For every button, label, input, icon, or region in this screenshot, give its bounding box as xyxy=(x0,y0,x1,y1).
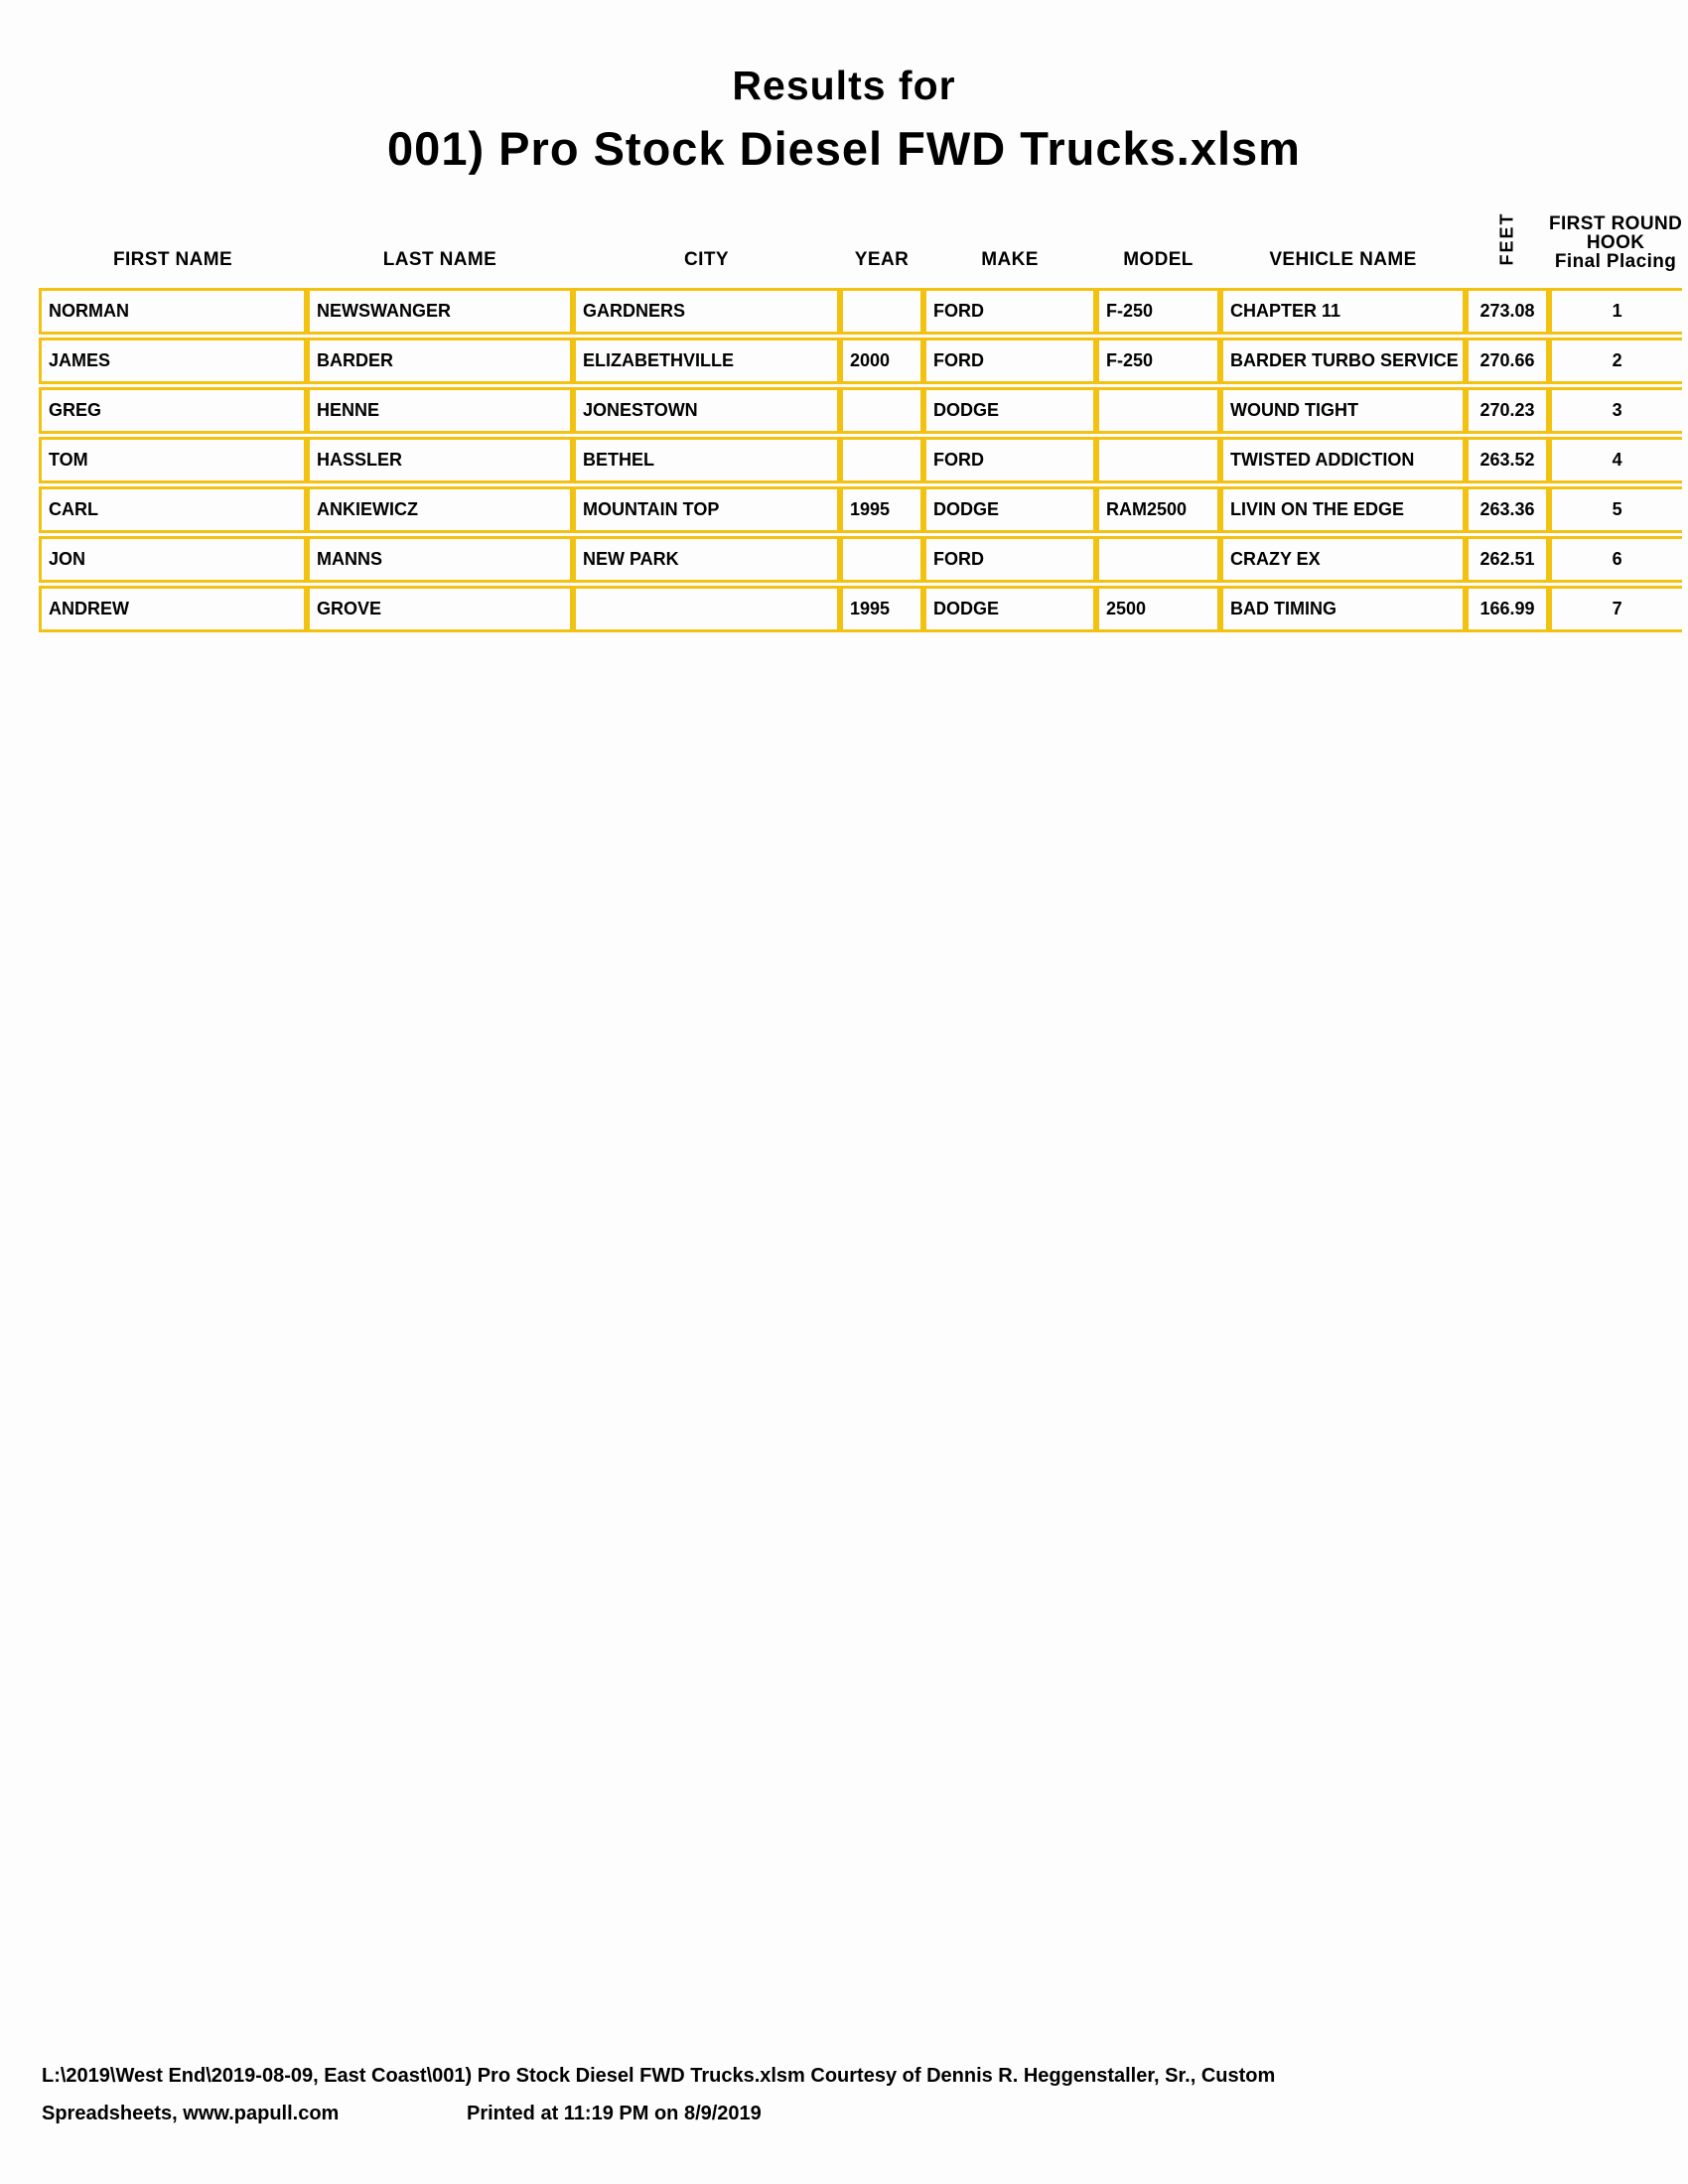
cell-vehicle-name: LIVIN ON THE EDGE xyxy=(1220,486,1466,533)
cell-city: MOUNTAIN TOP xyxy=(573,486,840,533)
cell-feet: 263.36 xyxy=(1466,486,1549,533)
cell-final-placing: 5 xyxy=(1549,486,1682,533)
column-header-first-name xyxy=(39,200,307,285)
cell-first-name: ANDREW xyxy=(39,586,307,632)
results-table xyxy=(39,197,1682,635)
table-row xyxy=(39,586,1682,632)
cell-make: FORD xyxy=(923,536,1096,583)
cell-year xyxy=(840,288,923,335)
column-header-year xyxy=(840,200,923,285)
column-header-label: MAKE xyxy=(981,249,1039,270)
cell-make: DODGE xyxy=(923,387,1096,434)
column-header-feet xyxy=(1466,200,1549,285)
report-filename-title: 001) Pro Stock Diesel FWD Trucks.xlsm xyxy=(387,122,1301,175)
cell-city: NEW PARK xyxy=(573,536,840,583)
cell-year xyxy=(840,387,923,434)
table-row xyxy=(39,486,1682,533)
results-table-header xyxy=(39,200,1682,285)
hook-header-line2: HOOK xyxy=(1586,232,1645,253)
cell-model xyxy=(1096,387,1220,434)
footer-path-line: L:\2019\West End\2019-08-09, East Coast\001) Pro Stock Diesel FWD Trucks.xlsm Courtesy of Dennis R. Heggenstaller, Sr., Custom xyxy=(42,2065,1276,2087)
cell-feet: 273.08 xyxy=(1466,288,1549,335)
cell-feet: 270.23 xyxy=(1466,387,1549,434)
cell-city: JONESTOWN xyxy=(573,387,840,434)
cell-model: RAM2500 xyxy=(1096,486,1220,533)
cell-first-name: GREG xyxy=(39,387,307,434)
cell-feet: 262.51 xyxy=(1466,536,1549,583)
cell-year: 1995 xyxy=(840,586,923,632)
cell-last-name: NEWSWANGER xyxy=(307,288,573,335)
column-header-make xyxy=(923,200,1096,285)
table-row xyxy=(39,437,1682,483)
cell-city: ELIZABETHVILLE xyxy=(573,338,840,384)
hook-header-line1: FIRST ROUND xyxy=(1549,213,1683,234)
feet-rotated-label: FEET xyxy=(1496,211,1517,266)
cell-final-placing: 3 xyxy=(1549,387,1682,434)
cell-final-placing: 4 xyxy=(1549,437,1682,483)
column-header-last-name xyxy=(307,200,573,285)
table-row xyxy=(39,387,1682,434)
cell-vehicle-name: TWISTED ADDICTION xyxy=(1220,437,1466,483)
cell-first-name: JON xyxy=(39,536,307,583)
footer-second-line xyxy=(42,2095,1275,2132)
cell-make: FORD xyxy=(923,437,1096,483)
cell-final-placing: 1 xyxy=(1549,288,1682,335)
cell-vehicle-name: CRAZY EX xyxy=(1220,536,1466,583)
column-header-label: CITY xyxy=(684,249,729,270)
cell-last-name: ANKIEWICZ xyxy=(307,486,573,533)
cell-final-placing: 2 xyxy=(1549,338,1682,384)
cell-city: GARDNERS xyxy=(573,288,840,335)
cell-model: 2500 xyxy=(1096,586,1220,632)
cell-year xyxy=(840,536,923,583)
footer-printed-timestamp: Printed at 11:19 PM on 8/9/2019 xyxy=(467,2103,762,2124)
table-row xyxy=(39,338,1682,384)
hook-header-line3: Final Placing xyxy=(1554,251,1677,272)
cell-vehicle-name: BAD TIMING xyxy=(1220,586,1466,632)
column-header-first-round-hook xyxy=(1549,200,1682,285)
table-row xyxy=(39,536,1682,583)
cell-feet: 263.52 xyxy=(1466,437,1549,483)
page-footer xyxy=(42,2057,1275,2132)
column-header-vehicle-name xyxy=(1220,200,1466,285)
cell-first-name: NORMAN xyxy=(39,288,307,335)
cell-model: F-250 xyxy=(1096,338,1220,384)
cell-final-placing: 6 xyxy=(1549,536,1682,583)
cell-model xyxy=(1096,437,1220,483)
title-block xyxy=(0,60,1688,177)
cell-model: F-250 xyxy=(1096,288,1220,335)
cell-feet: 166.99 xyxy=(1466,586,1549,632)
cell-vehicle-name: CHAPTER 11 xyxy=(1220,288,1466,335)
cell-first-name: CARL xyxy=(39,486,307,533)
cell-make: FORD xyxy=(923,338,1096,384)
cell-last-name: BARDER xyxy=(307,338,573,384)
cell-make: DODGE xyxy=(923,486,1096,533)
cell-city xyxy=(573,586,840,632)
column-header-city xyxy=(573,200,840,285)
column-header-label: LAST NAME xyxy=(382,249,497,270)
cell-feet: 270.66 xyxy=(1466,338,1549,384)
column-header-label: MODEL xyxy=(1123,249,1194,270)
cell-last-name: HASSLER xyxy=(307,437,573,483)
cell-make: DODGE xyxy=(923,586,1096,632)
cell-city: BETHEL xyxy=(573,437,840,483)
cell-year xyxy=(840,437,923,483)
cell-make: FORD xyxy=(923,288,1096,335)
column-header-label: VEHICLE NAME xyxy=(1269,249,1417,270)
cell-final-placing: 7 xyxy=(1549,586,1682,632)
cell-last-name: GROVE xyxy=(307,586,573,632)
report-title: Results for xyxy=(732,63,956,108)
cell-year: 1995 xyxy=(840,486,923,533)
cell-last-name: MANNS xyxy=(307,536,573,583)
table-row xyxy=(39,288,1682,335)
cell-first-name: TOM xyxy=(39,437,307,483)
cell-first-name: JAMES xyxy=(39,338,307,384)
cell-model xyxy=(1096,536,1220,583)
column-header-label: FIRST NAME xyxy=(112,249,233,270)
cell-last-name: HENNE xyxy=(307,387,573,434)
column-header-label: YEAR xyxy=(854,249,910,270)
cell-vehicle-name: BARDER TURBO SERVICE xyxy=(1220,338,1466,384)
cell-vehicle-name: WOUND TIGHT xyxy=(1220,387,1466,434)
results-table-body xyxy=(39,288,1682,632)
footer-website-text: Spreadsheets, www.papull.com xyxy=(42,2103,340,2124)
cell-year: 2000 xyxy=(840,338,923,384)
column-header-model xyxy=(1096,200,1220,285)
